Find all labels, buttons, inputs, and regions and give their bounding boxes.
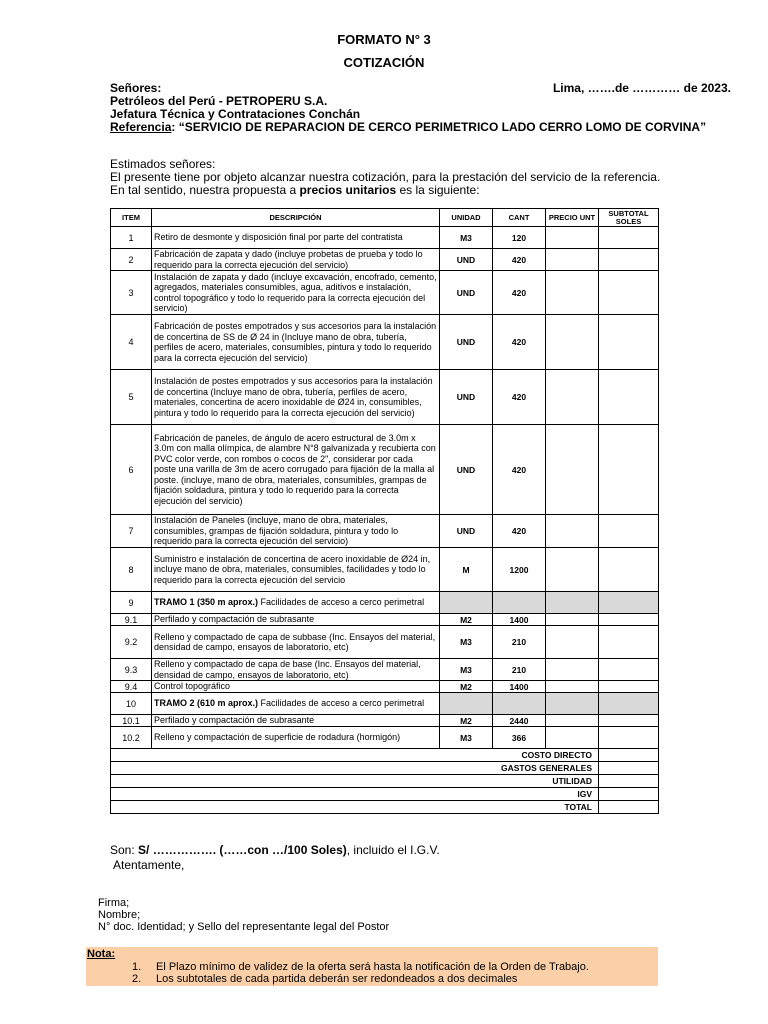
item-description: Instalación de postes empotrados y sus accesorios para la instalación de concertina (Incluye mano de obra, tubería, perfiles de acero, materiales, concertina de acero inoxidable de Ø24 in, consumibles, pintura y todo lo requerido para la correcta ejecución del servicio): [152, 370, 440, 425]
table-row: [111, 681, 659, 693]
item-unit: M2: [440, 715, 493, 727]
table-row: [111, 548, 659, 592]
id-document-label[interactable]: N° doc. Identidad; y Sello del representante legal del Postor: [98, 921, 390, 933]
unit-price-cell[interactable]: [546, 715, 599, 727]
item-number: 10: [111, 693, 152, 715]
item-unit: UND: [440, 425, 493, 515]
subtotal-cell[interactable]: [599, 614, 659, 626]
item-description: Relleno y compactado de capa de subbase (Inc. Ensayos del material, densidad de campo, ensayos de laboratorio, etc): [152, 626, 440, 659]
subtotal-cell[interactable]: [599, 693, 659, 715]
item-unit: M3: [440, 727, 493, 749]
note-item: [132, 973, 517, 985]
header-item: ITEM: [111, 209, 152, 227]
item-number: 2: [111, 249, 152, 271]
note-number: 2.: [132, 973, 142, 985]
header-subtotal: SUBTOTAL SOLES: [599, 209, 659, 227]
addressee-block: [110, 82, 735, 134]
item-unit: M2: [440, 681, 493, 693]
subtotal-cell[interactable]: [599, 315, 659, 370]
header-description: DESCRIPCIÓN: [152, 209, 440, 227]
item-quantity: 1200: [493, 548, 546, 592]
item-quantity: 210: [493, 626, 546, 659]
item-unit: M: [440, 548, 493, 592]
subtotal-cell[interactable]: [599, 727, 659, 749]
unit-price-cell[interactable]: [546, 425, 599, 515]
subtotal-cell[interactable]: [599, 681, 659, 693]
item-quantity: 1400: [493, 614, 546, 626]
note-text: El Plazo mínimo de validez de la oferta será hasta la notificación de la Orden de Trabajo.: [156, 961, 589, 973]
item-number: 7: [111, 515, 152, 548]
summary-row: [111, 762, 659, 775]
summary-row: [111, 749, 659, 762]
reference-label: Referencia: [110, 120, 172, 134]
summary-row: [111, 775, 659, 788]
note-label: Nota:: [87, 948, 116, 960]
item-unit: [440, 693, 493, 715]
subtotal-cell[interactable]: [599, 626, 659, 659]
summary-label: IGV: [111, 788, 599, 801]
summary-label: UTILIDAD: [111, 775, 599, 788]
intro-line-1: El presente tiene por objeto alcanzar nuestra cotización, para la prestación del servicio de la referencia.: [110, 170, 661, 184]
intro-line-2-start: En tal sentido, nuestra propuesta a: [110, 183, 300, 197]
summary-value-cell[interactable]: [599, 762, 659, 775]
item-unit: M3: [440, 227, 493, 249]
summary-value-cell[interactable]: [599, 775, 659, 788]
table-row: [111, 425, 659, 515]
addressee-label: Señores:: [110, 81, 162, 95]
item-unit: M3: [440, 659, 493, 681]
table-row: [111, 515, 659, 548]
item-quantity: 1400: [493, 681, 546, 693]
section-description: Facilidades de acceso a cerco perimetral: [258, 597, 425, 608]
item-number: 9: [111, 592, 152, 614]
name-label[interactable]: Nombre;: [98, 909, 141, 921]
item-quantity: 120: [493, 227, 546, 249]
item-description: [152, 693, 440, 715]
subtotal-cell[interactable]: [599, 715, 659, 727]
date-line: Lima, …….de ………… de 2023.: [552, 81, 731, 95]
item-unit: M3: [440, 626, 493, 659]
subtotal-cell[interactable]: [599, 425, 659, 515]
subtotal-cell[interactable]: [599, 592, 659, 614]
table-row: [111, 271, 659, 315]
item-unit: UND: [440, 370, 493, 425]
summary-body: [111, 749, 659, 814]
intro-line-2: [110, 184, 670, 197]
table-row-section: [111, 592, 659, 614]
unit-price-cell[interactable]: [546, 693, 599, 715]
item-description: Relleno y compactación de superficie de rodadura (hormigón): [152, 727, 440, 749]
item-description: Relleno y compactado de capa de base (Inc. Ensayos del material, densidad de campo, ensayos de laboratorio, etc): [152, 659, 440, 681]
item-quantity: 2440: [493, 715, 546, 727]
amount-value[interactable]: S/ ……………. (……con …/100 Soles): [138, 843, 347, 857]
table-row: [111, 370, 659, 425]
summary-row: [111, 788, 659, 801]
item-quantity: 210: [493, 659, 546, 681]
subtotal-cell[interactable]: [599, 271, 659, 315]
subtotal-cell[interactable]: [599, 659, 659, 681]
section-title: TRAMO 1 (350 m aprox.): [154, 597, 259, 608]
item-description: Perfilado y compactación de subrasante: [152, 614, 440, 626]
table-body: [111, 227, 659, 749]
amount-prefix: Son:: [110, 843, 139, 857]
section-description: Facilidades de acceso a cerco perimetral: [258, 698, 425, 709]
regards: Atentamente,: [113, 858, 185, 872]
item-unit: UND: [440, 249, 493, 271]
unit-price-cell[interactable]: [546, 227, 599, 249]
item-description: Perfilado y compactación de subrasante: [152, 715, 440, 727]
signature-block: [98, 897, 389, 933]
format-title: FORMATO N° 3: [337, 32, 431, 47]
note-number: 1.: [132, 961, 142, 973]
item-number: 10.2: [111, 727, 152, 749]
item-description: Instalación de Paneles (incluye, mano de obra, materiales, consumibles, grampas de fijación soldadura, pintura y todo lo requerido para la correcta ejecución del servicio): [152, 515, 440, 548]
item-unit: M2: [440, 614, 493, 626]
reference-text: : “SERVICIO DE REPARACION DE CERCO PERIMETRICO LADO CERRO LOMO DE CORVINA”: [171, 120, 707, 134]
signature-label[interactable]: Firma;: [98, 897, 130, 909]
document-title: COTIZACIÓN: [343, 55, 425, 70]
item-quantity: [493, 592, 546, 614]
header-qty: CANT: [493, 209, 546, 227]
unit-price-cell[interactable]: [546, 249, 599, 271]
note-item: [132, 961, 589, 973]
item-description: Fabricación de postes empotrados y sus accesorios para la instalación de concertina de SS de Ø 24 in (Incluye mano de obra, tubería, perfiles de acero, materiales, consumibles, pintura y todo lo requerido para la correcta ejecución del servicio): [152, 315, 440, 370]
item-quantity: [493, 693, 546, 715]
item-number: 1: [111, 227, 152, 249]
item-quantity: 420: [493, 315, 546, 370]
subtotal-cell[interactable]: [599, 515, 659, 548]
table-row: [111, 659, 659, 681]
item-number: 9.2: [111, 626, 152, 659]
summary-value-cell[interactable]: [599, 749, 659, 762]
item-description: Instalación de zapata y dado (incluye excavación, encofrado, cemento, agregados, materiales consumibles, agua, aditivos e instalación, control topográfico y todo lo requerido para la correcta ejecución del servicio): [152, 271, 440, 315]
item-number: 6: [111, 425, 152, 515]
section-title: TRAMO 2 (610 m aprox.): [154, 698, 259, 709]
item-number: 9.1: [111, 614, 152, 626]
table-row: [111, 315, 659, 370]
unit-price-cell[interactable]: [546, 727, 599, 749]
item-description: Suministro e instalación de concertina de acero inoxidable de Ø24 in, incluye mano de obra, materiales, consumibles, facilidades y todo lo requerido para la correcta ejecución del servicio: [152, 548, 440, 592]
intro-paragraph: [110, 158, 670, 197]
item-description: Fabricación de paneles, de ángulo de acero estructural de 3.0m x 3.0m con malla olímpica, de alambre N°8 galvanizada y recubierta con PVC color verde, con rombos o cocos de 2", considerar por cada poste una varilla de 3m de acero corrugado para fijación de la malla al poste. (incluye, mano de obra, materiales, consumibles, grampas de fijación soldadura, pintura y todo lo requerido para la correcta ejecución del servicio): [152, 425, 440, 515]
table-row: [111, 614, 659, 626]
subtotal-cell[interactable]: [599, 227, 659, 249]
item-quantity: 420: [493, 271, 546, 315]
department-name: Jefatura Técnica y Contrataciones Conchán: [110, 107, 361, 121]
summary-label: COSTO DIRECTO: [111, 749, 599, 762]
item-number: 8: [111, 548, 152, 592]
summary-value-cell[interactable]: [599, 801, 659, 814]
item-quantity: 420: [493, 515, 546, 548]
subtotal-cell[interactable]: [599, 370, 659, 425]
summary-label: GASTOS GENERALES: [111, 762, 599, 775]
unit-price-cell[interactable]: [546, 315, 599, 370]
item-description: Control topográfico: [152, 681, 440, 693]
unit-price-cell[interactable]: [546, 592, 599, 614]
item-description: Retiro de desmonte y disposición final por parte del contratista: [152, 227, 440, 249]
item-quantity: 366: [493, 727, 546, 749]
header-unit-price: PRECIO UNT: [546, 209, 599, 227]
table-row: [111, 715, 659, 727]
unit-price-cell[interactable]: [546, 659, 599, 681]
item-description: [152, 592, 440, 614]
table-header-row: [111, 209, 659, 227]
summary-label: TOTAL: [111, 801, 599, 814]
quotation-table: [110, 208, 659, 814]
item-number: 9.3: [111, 659, 152, 681]
item-quantity: 420: [493, 370, 546, 425]
note-text: Los subtotales de cada partida deberán ser redondeados a dos decimales: [156, 973, 518, 985]
item-unit: [440, 592, 493, 614]
item-description: Fabricación de zapata y dado (incluye probetas de prueba y todo lo requerido para la correcta ejecución del servicio): [152, 249, 440, 271]
table-row-section: [111, 693, 659, 715]
table-row: [111, 227, 659, 249]
item-number: 4: [111, 315, 152, 370]
item-number: 9.4: [111, 681, 152, 693]
table-row: [111, 626, 659, 659]
subtotal-cell[interactable]: [599, 548, 659, 592]
amount-line: [110, 843, 440, 857]
item-number: 5: [111, 370, 152, 425]
summary-value-cell[interactable]: [599, 788, 659, 801]
summary-row: [111, 801, 659, 814]
unit-price-cell[interactable]: [546, 681, 599, 693]
intro-line-2-end: es la siguiente:: [396, 183, 480, 197]
greeting: Estimados señores:: [110, 157, 216, 171]
unit-price-cell[interactable]: [546, 548, 599, 592]
item-number: 10.1: [111, 715, 152, 727]
note-box: [86, 947, 658, 986]
item-quantity: 420: [493, 425, 546, 515]
company-name: Petróleos del Perú - PETROPERU S.A.: [110, 94, 328, 108]
amount-suffix: , incluido el I.G.V.: [346, 843, 440, 857]
unit-price-cell[interactable]: [546, 626, 599, 659]
item-unit: UND: [440, 315, 493, 370]
unit-price-cell[interactable]: [546, 370, 599, 425]
header-unit: UNIDAD: [440, 209, 493, 227]
reference-line: [110, 121, 735, 134]
item-quantity: 420: [493, 249, 546, 271]
item-unit: UND: [440, 271, 493, 315]
unit-price-cell[interactable]: [546, 515, 599, 548]
item-number: 3: [111, 271, 152, 315]
table-row: [111, 249, 659, 271]
item-unit: UND: [440, 515, 493, 548]
subtotal-cell[interactable]: [599, 249, 659, 271]
unit-price-cell[interactable]: [546, 271, 599, 315]
intro-line-2-bold: precios unitarios: [299, 183, 397, 197]
unit-price-cell[interactable]: [546, 614, 599, 626]
table-row: [111, 727, 659, 749]
